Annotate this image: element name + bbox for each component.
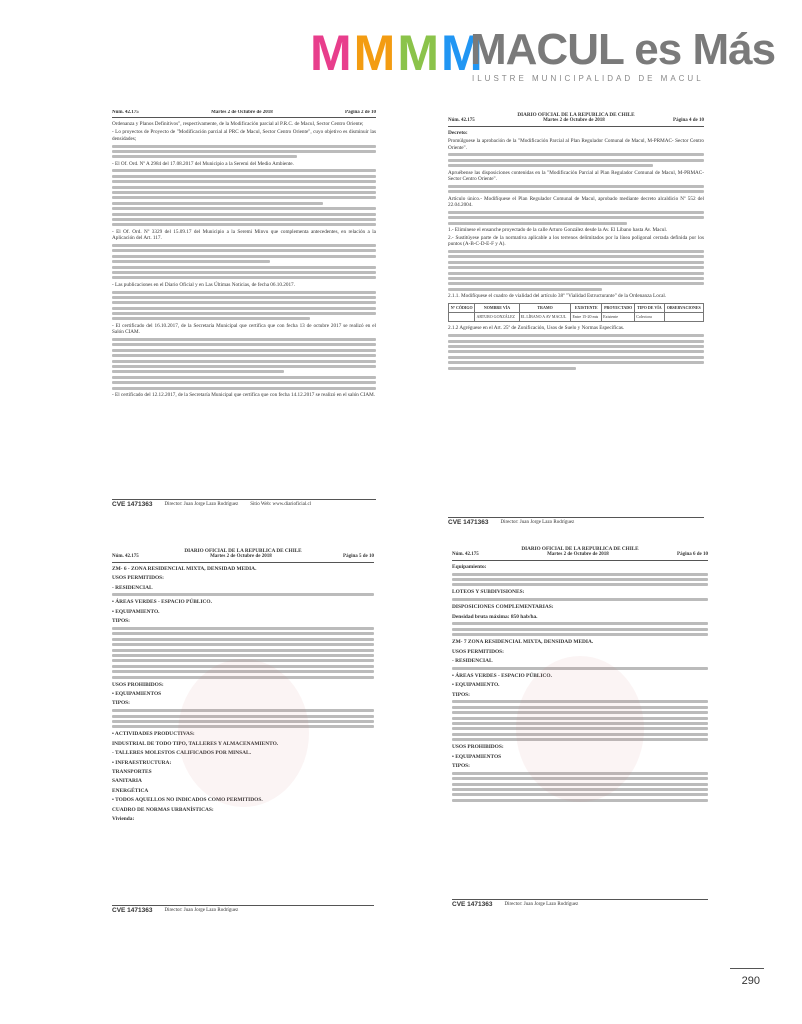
issue-date: Martes 2 de Octubre de 2018 bbox=[211, 110, 273, 115]
page-header bbox=[448, 118, 704, 126]
table-header: EXISTENTE bbox=[571, 303, 602, 312]
gazette-title: DIARIO OFICIAL DE LA REPUBLICA DE CHILE bbox=[184, 548, 302, 554]
table-header: TRAMO bbox=[519, 303, 571, 312]
section-heading: • EQUIPAMIENTO. bbox=[112, 608, 160, 615]
section-heading: ENERGÉTICA bbox=[112, 787, 149, 794]
issue-date: Martes 2 de Octubre de 2018 bbox=[210, 554, 272, 560]
paragraph: Artículo único.- Modifíquese el Plan Regulador Comunal de Macul, aprobado mediante decreto alcaldicio Nº 552 del 22.04.2004. bbox=[448, 195, 704, 208]
paragraph: 2.1.1. Modifíquese el cuadro de vialidad del artículo 38º "Vialidad Estructurante" de la Ordenanza Local. bbox=[448, 293, 667, 300]
mmmm-logo bbox=[310, 25, 481, 81]
gazette-title: DIARIO OFICIAL DE LA REPUBLICA DE CHILE bbox=[521, 546, 639, 552]
section-heading: TIPOS: bbox=[112, 618, 130, 625]
section-heading: • EQUIPAMIENTOS bbox=[452, 753, 502, 760]
header-logo bbox=[310, 22, 790, 82]
issue-number: Núm. 42.175 bbox=[448, 118, 475, 124]
table-cell: Entre 15-20 mts bbox=[571, 313, 602, 322]
paragraph: 2.- Sustitúyese parte de la normativa aplicable a los terrenos delimitados por la línea poligonal cerrada definida por los puntos (A-B-C-D-E-F y A). bbox=[448, 234, 704, 248]
issue-number: Núm. 42.175 bbox=[112, 554, 139, 560]
section-heading: • INFRAESTRUCTURA: bbox=[112, 759, 172, 766]
section-heading: - RESIDENCIAL bbox=[112, 584, 153, 591]
document-page-1 bbox=[112, 110, 376, 520]
paragraph: Ordenanza y Planos Definitivos", respectivamente, de la Modificación parcial al P.R.C. de Macul, Sector Centro Oriente; bbox=[112, 121, 364, 128]
issue-number: Núm. 42.175 bbox=[452, 552, 479, 558]
page-footer bbox=[452, 899, 708, 908]
table-header: OBSERVACIONES bbox=[664, 303, 703, 312]
section-heading: - TALLERES MOLESTOS CALIFICADOS POR MINSAL. bbox=[112, 750, 251, 757]
page-footer bbox=[112, 499, 376, 508]
section-heading: • EQUIPAMIENTOS bbox=[112, 690, 162, 697]
issue-date: Martes 2 de Octubre de 2018 bbox=[547, 552, 609, 558]
footer-director: Director: Juan Jorge Lazo Rodríguez bbox=[164, 501, 239, 507]
paragraph: Apruébense las disposiciones contenidas en la "Modificación Parcial al Plan Regulador Comunal de Macul, M-PRMAC- Sector Centro Oriente". bbox=[448, 169, 704, 182]
page-header bbox=[112, 554, 374, 562]
table-cell: Existente bbox=[602, 313, 635, 322]
page-number: 290 bbox=[741, 975, 760, 987]
paragraph: - El Of. Ord. Nº A 2984 del 17.08.2017 del Municipio a la Seremi del Medio Ambiente. bbox=[112, 160, 294, 167]
section-heading: LOTEOS Y SUBDIVISIONES: bbox=[452, 589, 525, 596]
gazette-title: DIARIO OFICIAL DE LA REPUBLICA DE CHILE bbox=[517, 112, 635, 118]
document-page-4 bbox=[452, 546, 708, 912]
table-header: TIPO DE VÍA bbox=[635, 303, 664, 312]
footer-site: Sitio Web: www.diarioficial.cl bbox=[250, 501, 312, 507]
page-footer bbox=[112, 905, 374, 914]
footer-director: Director: Juan Jorge Lazo Rodríguez bbox=[504, 901, 579, 907]
table-row bbox=[449, 313, 704, 322]
paragraph: - Lo proyectos de Proyecto de "Modificación parcial al PRC de Macul, Sector Centro Oriente", cuyo objetivo es disminuir las densidades; bbox=[112, 129, 376, 142]
section-heading: USOS PERMITIDOS: bbox=[452, 648, 504, 655]
section-heading: SANITARIA bbox=[112, 778, 142, 785]
zone-title: ZM- 6 - ZONA RESIDENCIAL MIXTA, DENSIDAD MEDIA. bbox=[112, 565, 257, 572]
table-header-row bbox=[449, 303, 704, 312]
vialidad-table bbox=[448, 303, 704, 323]
section-heading: USOS PROHIBIDOS: bbox=[112, 681, 164, 688]
paragraph: - El Of. Ord. Nº 3329 del 15.09.17 del Municipio a la Seremi Minvu que complementa antecedentes, en relación a la Aplicación del Art. 117. bbox=[112, 228, 376, 242]
page-indicator: Página 4 de 10 bbox=[673, 118, 704, 124]
page-header bbox=[112, 110, 376, 118]
issue-date: Martes 2 de Octubre de 2018 bbox=[543, 118, 605, 124]
brand-subtitle: ILUSTRE MUNICIPALIDAD DE MACUL bbox=[472, 74, 704, 83]
section-heading: • ÁREAS VERDES - ESPACIO PÚBLICO. bbox=[452, 672, 552, 679]
table-cell: EL LÍBANO A AV MACUL bbox=[519, 313, 571, 322]
cve-code: CVE 1471363 bbox=[448, 518, 489, 526]
page-indicator: Página 2 de 10 bbox=[345, 110, 376, 115]
cve-code: CVE 1471363 bbox=[452, 900, 493, 908]
table-header: PROYECTADO bbox=[602, 303, 635, 312]
table-cell: Colectora bbox=[635, 313, 664, 322]
paragraph: 1.- Elimínese el ensanche proyectado de la calle Arturo González desde la Av. El Líbano hasta Av. Macul. bbox=[448, 226, 668, 233]
section-heading: Densidad bruta máxima: 850 hab/ha. bbox=[452, 613, 538, 620]
section-heading: • ÁREAS VERDES - ESPACIO PÚBLICO. bbox=[112, 599, 212, 606]
page-footer bbox=[448, 517, 704, 526]
paragraph: Promúlguese la aprobación de la "Modificación Parcial al Plan Regulador Comunal de Macul, M-PRMAC- Sector Centro Oriente". bbox=[448, 138, 704, 151]
document-page-2 bbox=[448, 112, 704, 530]
watermark-seal bbox=[178, 659, 309, 807]
logo-letter-3: M bbox=[397, 25, 437, 81]
cve-code: CVE 1471363 bbox=[112, 906, 153, 914]
section-heading: TRANSPORTES bbox=[112, 768, 152, 775]
cve-code: CVE 1471363 bbox=[112, 500, 153, 508]
section-heading: • TODOS AQUELLOS NO INDICADOS COMO PERMITIDOS. bbox=[112, 797, 263, 804]
paragraph: 2.1.2 Agréguese en el Art. 25º de Zonificación, Usos de Suelo y Normas Específicas. bbox=[448, 325, 625, 332]
page-number-rule bbox=[730, 968, 764, 969]
zone-title: ZM- 7 ZONA RESIDENCIAL MIXTA, DENSIDAD MEDIA. bbox=[452, 639, 594, 646]
page-indicator: Página 6 de 10 bbox=[677, 552, 708, 558]
table-cell bbox=[664, 313, 703, 322]
logo-letter-2: M bbox=[353, 25, 394, 81]
section-heading: - RESIDENCIAL bbox=[452, 657, 493, 664]
section-heading: • EQUIPAMIENTO. bbox=[452, 682, 500, 689]
document-page-3 bbox=[112, 548, 374, 918]
section-heading: DISPOSICIONES COMPLEMENTARIAS: bbox=[452, 604, 554, 611]
table-header: NOMBRE VÍA bbox=[475, 303, 519, 312]
page-indicator: Página 5 de 10 bbox=[343, 554, 374, 560]
section-heading: CUADRO DE NORMAS URBANÍSTICAS: bbox=[112, 806, 214, 813]
page-header bbox=[452, 552, 708, 560]
logo-letter-1: M bbox=[310, 25, 350, 81]
table-cell bbox=[449, 313, 475, 322]
paragraph: - El certificado del 16.10.2017, de la Secretaría Municipal que certifica que con fecha 13 de octubre 2017 se realizó en el Salón CIAM. bbox=[112, 322, 376, 336]
section-heading: USOS PROHIBIDOS: bbox=[452, 744, 504, 751]
table-header: Nº CÓDIGO bbox=[449, 303, 475, 312]
logo-letter-4: M bbox=[440, 25, 481, 81]
section-heading: Equipamiento: bbox=[452, 563, 487, 570]
brand-name: MACUL es Más bbox=[470, 25, 776, 74]
section-heading: Vivienda: bbox=[112, 815, 135, 822]
section-heading: • ACTIVIDADES PRODUCTIVAS: bbox=[112, 731, 195, 738]
footer-director: Director: Juan Jorge Lazo Rodríguez bbox=[500, 519, 575, 525]
footer-director: Director: Juan Jorge Lazo Rodríguez bbox=[164, 907, 239, 913]
section-heading: INDUSTRIAL DE TODO TIPO, TALLERES Y ALMACENAMIENTO. bbox=[112, 740, 279, 747]
issue-number: Núm. 42.175 bbox=[112, 110, 139, 115]
section-heading: USOS PERMITIDOS: bbox=[112, 575, 164, 582]
watermark-seal bbox=[516, 656, 644, 802]
section-heading: Decreto: bbox=[448, 129, 468, 136]
section-heading: TIPOS: bbox=[452, 762, 470, 769]
section-heading: TIPOS: bbox=[452, 691, 470, 698]
section-heading: TIPOS: bbox=[112, 700, 130, 707]
paragraph: - El certificado del 12.12.2017, de la Secretaría Municipal que certifica que con fecha 14.12.2017 se realizó en el salón CIAM. bbox=[112, 391, 376, 398]
paragraph: - Las publicaciones en el Diario Oficial y en Las Últimas Noticias, de fecha 06.10.2017. bbox=[112, 281, 295, 288]
table-cell: ARTURO GONZÁLEZ bbox=[475, 313, 519, 322]
